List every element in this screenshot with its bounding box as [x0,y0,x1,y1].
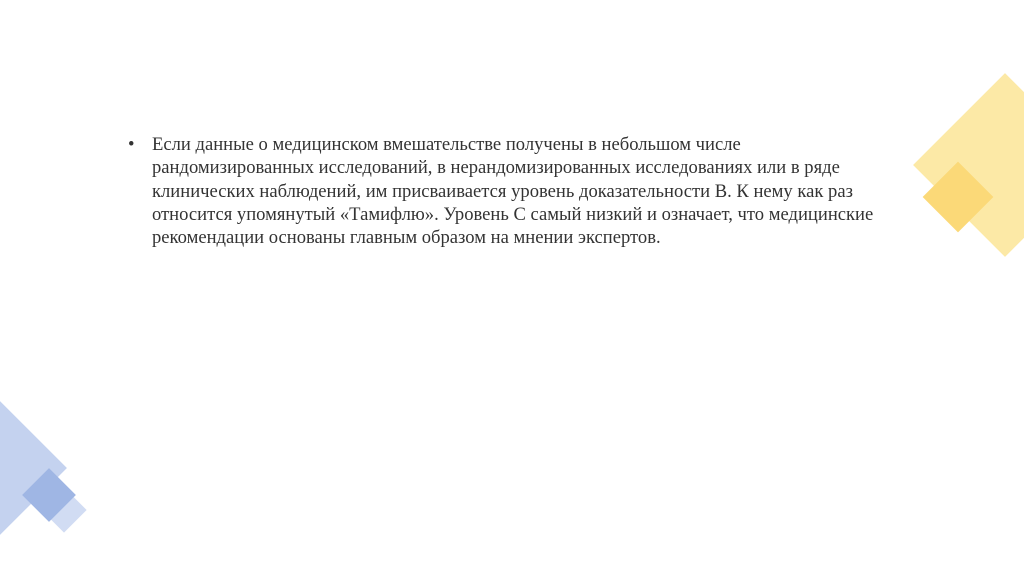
blue-diamond-decoration [0,376,67,560]
bullet-item [128,133,898,249]
bullet-list [128,133,898,249]
bullet-text: Если данные о медицинском вмешательстве получены в небольшом числе рандомизированных исследований, в нерандомизированных исследованиях или в ряде клинических наблюдений, им присваивается уровень доказательности В. К нему как раз относится упомянутый «Тамифлю». Уровень С самый низкий и означает, что медицинские рекомендации основаны главным образом на мнении экспертов. [152,134,874,249]
yellow-diamond-decoration [913,73,1024,257]
bullet-icon: • [128,134,135,155]
slide-content [128,133,898,249]
